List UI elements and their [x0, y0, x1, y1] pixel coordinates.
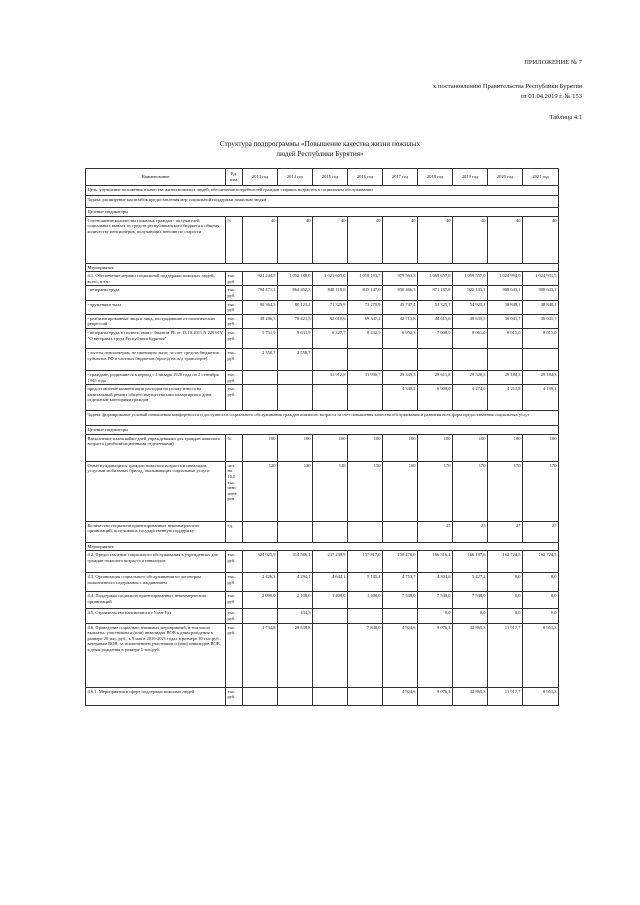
section-row — [86, 426, 559, 435]
value-cell: 27 — [488, 521, 523, 542]
value-cell: 100 — [488, 434, 523, 461]
value-cell: 7 840,0 — [348, 623, 383, 687]
section-row — [86, 542, 559, 551]
table-row — [86, 551, 559, 573]
value-cell: 2 090,0 — [243, 592, 278, 609]
value-cell: 1 400,0 — [313, 592, 348, 609]
column-header: Наименование — [86, 169, 226, 186]
value-cell: 8 015,0 — [523, 328, 559, 348]
value-cell: 40 — [418, 216, 453, 263]
value-cell: 38 848,1 — [523, 300, 559, 314]
value-cell — [348, 521, 383, 542]
value-cell — [313, 687, 348, 705]
value-cell: 162 724,5 — [488, 551, 523, 573]
value-cell — [278, 687, 313, 705]
value-cell: 908 643,1 — [523, 286, 559, 300]
table-row — [86, 592, 559, 609]
indicator-name: 4.4. Поддержка социально ориентированных некоммерческих организаций — [86, 592, 226, 609]
value-cell: 850 466,3 — [383, 286, 418, 300]
value-cell: 4 340,2 — [383, 385, 418, 411]
value-cell: 100 — [418, 434, 453, 461]
section-heading: Цель: улучшение положения и качества жизни пожилых людей, обеспечение потребностей граждан старших возрастов в социальном обслуживании — [86, 186, 559, 196]
value-cell: 0,0 — [523, 609, 559, 623]
decree-date: от 01.04.2019 г. № 153 — [520, 93, 582, 100]
table-row — [86, 272, 559, 286]
value-cell — [488, 348, 523, 370]
indicator-name: Количество социально ориентированных некоммерческих организаций, получивших государственную поддержку — [86, 521, 226, 542]
table-row — [86, 461, 559, 521]
value-cell: 170 — [453, 461, 488, 521]
value-cell: 100 — [453, 434, 488, 461]
value-cell: 0,0 — [488, 592, 523, 609]
unit-cell: тыс. руб. — [226, 328, 243, 348]
value-cell — [243, 385, 278, 411]
value-cell: 11 917,7 — [488, 687, 523, 705]
value-cell: 4 753,7 — [383, 573, 418, 592]
value-cell: 28 538,8 — [278, 623, 313, 687]
value-cell: 8 432,9 — [348, 328, 383, 348]
value-cell: 40 — [383, 216, 418, 263]
table-row — [86, 300, 559, 314]
value-cell: 0,0 — [523, 573, 559, 592]
value-cell — [348, 385, 383, 411]
value-cell: 140 — [313, 461, 348, 521]
table-row — [86, 623, 559, 687]
value-cell: 2 350,7 — [243, 348, 278, 370]
unit-cell: тыс. руб. — [226, 592, 243, 609]
value-cell: 6 327,7 — [313, 328, 348, 348]
unit-cell: тыс. руб. — [226, 385, 243, 411]
value-cell: 9 076,3 — [418, 687, 453, 705]
value-cell — [418, 348, 453, 370]
appendix-label: ПРИЛОЖЕНИЕ № 7 — [524, 59, 582, 66]
value-cell: 0,0 — [488, 573, 523, 592]
document-title-line1: Структура подпрограммы «Повышение качества жизни пожилых — [219, 140, 421, 148]
unit-cell: тыс. руб. — [226, 300, 243, 314]
indicator-name: Охват нуждающихся граждан пожилого возраста и инвалидов услугами мобильных бригад, оказывающих социальные услуги — [86, 461, 226, 521]
column-header: 2017 год — [383, 169, 418, 186]
value-cell: 166 316,4 — [418, 551, 453, 573]
column-header: 2013 год — [243, 169, 278, 186]
value-cell: 922 143,1 — [453, 286, 488, 300]
value-cell: 100 — [278, 434, 313, 461]
unit-cell: ед. — [226, 521, 243, 542]
subprogram-table — [85, 168, 559, 706]
value-cell: 40 — [488, 216, 523, 263]
value-cell: 2 100,0 — [278, 592, 313, 609]
value-cell: 324 925,9 — [243, 551, 278, 573]
section-heading: Мероприятия — [86, 263, 559, 272]
unit-cell: % — [226, 216, 243, 263]
value-cell: 40 — [278, 216, 313, 263]
unit-cell: тыс. руб. — [226, 573, 243, 592]
value-cell: 31 912,8 — [313, 370, 348, 384]
table-row — [86, 434, 559, 461]
value-cell: 42 713,8 — [383, 314, 418, 328]
indicator-name: 4.2. Предоставление социального обслуживания в учреждениях для граждан пожилого возраста и инвалидов — [86, 551, 226, 573]
value-cell: 0,0 — [488, 609, 523, 623]
value-cell — [243, 687, 278, 705]
value-cell: 150 470,0 — [383, 551, 418, 573]
value-cell: 29 184,3 — [488, 370, 523, 384]
value-cell — [313, 609, 348, 623]
value-cell: 28 611,8 — [418, 370, 453, 384]
column-header: 2020 год — [488, 169, 523, 186]
table-row — [86, 216, 559, 263]
value-cell: 7 548,0 — [383, 592, 418, 609]
value-cell: 1 052 188,0 — [278, 272, 313, 286]
indicator-name: - ветераны труда — [86, 286, 226, 300]
value-cell: 4 304,6 — [418, 573, 453, 592]
value-cell: 979 563,3 — [383, 272, 418, 286]
value-cell: 27 — [523, 521, 559, 542]
table-row — [86, 521, 559, 542]
value-cell: 32 865,3 — [453, 687, 488, 705]
value-cell: 2 558,7 — [278, 348, 313, 370]
value-cell: 120 — [243, 461, 278, 521]
value-cell: 434,3 — [278, 609, 313, 623]
value-cell: 314 586,1 — [278, 551, 313, 573]
value-cell — [523, 348, 559, 370]
value-cell: 908 643,1 — [488, 286, 523, 300]
section-heading: Целевые индикаторы — [86, 426, 559, 435]
table-row — [86, 385, 559, 411]
value-cell: 44 615,6 — [418, 314, 453, 328]
value-cell: 1 734,8 — [243, 623, 278, 687]
value-cell: 38 848,1 — [488, 300, 523, 314]
value-cell — [243, 609, 278, 623]
column-header: 2021 год — [523, 169, 559, 186]
value-cell: 69 347,2 — [348, 314, 383, 328]
value-cell: 40 — [348, 216, 383, 263]
value-cell: 4 644,1 — [313, 573, 348, 592]
value-cell — [278, 370, 313, 384]
value-cell: 73 275,9 — [348, 300, 383, 314]
value-cell: 40 — [523, 216, 559, 263]
section-row — [86, 208, 559, 217]
value-cell: 29 345,3 — [383, 370, 418, 384]
value-cell: 162 724,5 — [523, 551, 559, 573]
value-cell: 0,0 — [523, 592, 559, 609]
indicator-name: 4.1. Обеспечение мерами социальной поддержки пожилых людей, всего, в т.ч.: — [86, 272, 226, 286]
value-cell: 170 — [523, 461, 559, 521]
value-cell — [278, 385, 313, 411]
value-cell: 924 244,5 — [243, 272, 278, 286]
value-cell: 6 908,0 — [418, 385, 453, 411]
value-cell: 29 184,3 — [523, 370, 559, 384]
value-cell: 4 274,0 — [453, 385, 488, 411]
value-cell: 71 325,9 — [313, 300, 348, 314]
value-cell: 160 — [383, 461, 418, 521]
value-cell — [278, 521, 313, 542]
table-row — [86, 573, 559, 592]
value-cell: 794 471,1 — [243, 286, 278, 300]
value-cell: 0,0 — [453, 609, 488, 623]
value-cell: 130 — [278, 461, 313, 521]
unit-cell: % — [226, 434, 243, 461]
unit-cell: тыс. руб. — [226, 687, 243, 705]
value-cell: 40 — [243, 216, 278, 263]
value-cell: 54 925,1 — [453, 300, 488, 314]
value-cell: 11 917,7 — [488, 623, 523, 687]
indicator-name: 4.5. Строительство пансионата в г.Улан-Удэ — [86, 609, 226, 623]
unit-cell: тыс. руб. — [226, 551, 243, 573]
column-header: 2018 год — [418, 169, 453, 186]
value-cell: 1 021 605,0 — [313, 272, 348, 286]
unit-cell: тыс. руб. — [226, 286, 243, 300]
value-cell: 5 427,2 — [453, 573, 488, 592]
table-row — [86, 286, 559, 300]
value-cell: 4 211,8 — [488, 385, 523, 411]
unit-cell: тыс. руб. — [226, 348, 243, 370]
table-number: Таблица 4.1 — [549, 114, 582, 121]
value-cell: 5 145,4 — [348, 573, 383, 592]
value-cell: 38 206,3 — [243, 314, 278, 328]
value-cell: 237 230,9 — [313, 551, 348, 573]
value-cell: 40 — [453, 216, 488, 263]
section-row — [86, 186, 559, 196]
value-cell: 80 123,2 — [278, 300, 313, 314]
value-cell: 1 018 193,7 — [348, 272, 383, 286]
value-cell — [313, 623, 348, 687]
value-cell — [453, 348, 488, 370]
value-cell: 31 990,7 — [348, 370, 383, 384]
value-cell — [383, 348, 418, 370]
value-cell: 157 817,0 — [348, 551, 383, 573]
table-row — [86, 370, 559, 384]
value-cell: 1 024 994,0 — [488, 272, 523, 286]
section-heading: Задача: формирование условий повышения комфортности и доступности социального обслуживания граждан пожилого возраста за счет повышения качества обслуживания и развития всех форм предоставления социальных услуг — [86, 411, 559, 426]
value-cell: 100 — [348, 434, 383, 461]
value-cell: 166 197,6 — [453, 551, 488, 573]
value-cell: 29 520,3 — [453, 370, 488, 384]
section-heading: Мероприятия — [86, 542, 559, 551]
value-cell: 8 061,0 — [453, 328, 488, 348]
indicator-name: 4.6.1. Мероприятия в сфере поддержки пожилых людей — [86, 687, 226, 705]
value-cell: 62 010,6 — [313, 314, 348, 328]
value-cell: 100 — [313, 434, 348, 461]
indicator-name: Выполнение плана койко-дней учреждениями для граждан пожилого возраста (реабилитационными отделениями) — [86, 434, 226, 461]
value-cell: 7 008,9 — [418, 328, 453, 348]
unit-cell: чел. на 10,0 тыс. пенс ионе ров — [226, 461, 243, 521]
indicator-name: - граждане, родившиеся в период с 1 января 1928 года по 2 сентября 1945 года — [86, 370, 226, 384]
unit-cell: тыс. руб. — [226, 314, 243, 328]
value-cell: 8 015,0 — [488, 328, 523, 348]
decree-line: к постановлению Правительства Республики Бурятия — [433, 83, 582, 90]
value-cell: 835 147,0 — [348, 286, 383, 300]
value-cell: 100 — [383, 434, 418, 461]
value-cell — [348, 609, 383, 623]
unit-cell: тыс. руб. — [226, 370, 243, 384]
value-cell: 51 325,7 — [418, 300, 453, 314]
table-row — [86, 609, 559, 623]
value-cell: 90 364,5 — [243, 300, 278, 314]
value-cell — [313, 521, 348, 542]
value-cell: 8 951,3 — [523, 687, 559, 705]
column-header: 2014 год — [278, 169, 313, 186]
value-cell: 6 952,3 — [383, 328, 418, 348]
section-row — [86, 196, 559, 208]
value-cell: 1 069 657,8 — [418, 272, 453, 286]
value-cell — [313, 385, 348, 411]
indicator-name: - ветераны труда в соответствии с Законом РБ от 13.10.2011 N 2293-IV "О ветеранах труда Республики Бурятия" — [86, 328, 226, 348]
value-cell: 170 — [488, 461, 523, 521]
document-title-line2: людей Республики Бурятия» — [276, 150, 364, 158]
indicator-name: Соотношение количества пожилых граждан - получателей социальных выплат из средств республиканского бюджета к общему количеству пенсионеров, получающих пенсию по старости — [86, 216, 226, 263]
column-header: 2019 год — [453, 169, 488, 186]
value-cell: 4 199,1 — [523, 385, 559, 411]
column-header: 2015 год — [313, 169, 348, 186]
value-cell: 40 635,5 — [453, 314, 488, 328]
section-row — [86, 263, 559, 272]
table-header-row — [86, 169, 559, 186]
value-cell: 25 — [418, 521, 453, 542]
value-cell: 1 400,0 — [348, 592, 383, 609]
indicator-name: - реабилитированные лица и лица, пострадавшие от политических репрессий — [86, 314, 226, 328]
value-cell: 150 — [348, 461, 383, 521]
value-cell: 36 041,7 — [488, 314, 523, 328]
value-cell: 8 631,9 — [278, 328, 313, 348]
value-cell: 848 118,0 — [313, 286, 348, 300]
value-cell: 45 747,4 — [383, 300, 418, 314]
value-cell — [383, 609, 418, 623]
value-cell: 5 731,9 — [243, 328, 278, 348]
table-row — [86, 687, 559, 705]
section-heading: Целевые индикаторы — [86, 208, 559, 217]
value-cell — [348, 687, 383, 705]
value-cell: 871 187,8 — [418, 286, 453, 300]
unit-cell: тыс. руб. — [226, 609, 243, 623]
value-cell: 2 426,3 — [243, 573, 278, 592]
value-cell: 100 — [243, 434, 278, 461]
value-cell: 7 548,0 — [418, 592, 453, 609]
value-cell: 100 — [523, 434, 559, 461]
value-cell: 4 294,1 — [278, 573, 313, 592]
value-cell — [348, 348, 383, 370]
value-cell: 40 — [313, 216, 348, 263]
value-cell: 4 924,6 — [383, 687, 418, 705]
indicator-name: 4.3. Организация социального обслуживания по договорам пожизненного содержания с иждивением — [86, 573, 226, 592]
section-row — [86, 411, 559, 426]
section-heading: Задача: расширение масштабов предоставления мер социальной поддержки пожилым людям — [86, 196, 559, 208]
value-cell: 1 059 557,0 — [453, 272, 488, 286]
value-cell: 170 — [418, 461, 453, 521]
indicator-name: - труженики тыла — [86, 300, 226, 314]
value-cell — [383, 521, 418, 542]
unit-cell: тыс. руб. — [226, 623, 243, 687]
table-row — [86, 328, 559, 348]
value-cell — [313, 348, 348, 370]
indicator-name: предоставление компенсации расходов на уплату взноса на капитальный ремонт общего имущества многоквартирного дома отдельным категориям граждан — [86, 385, 226, 411]
value-cell: 0,0 — [418, 609, 453, 623]
value-cell: 36 041,7 — [523, 314, 559, 328]
table-row — [86, 348, 559, 370]
value-cell: 70 421,5 — [278, 314, 313, 328]
table-row — [86, 314, 559, 328]
value-cell: 4 924,6 — [383, 623, 418, 687]
value-cell: 7 548,0 — [453, 592, 488, 609]
value-cell: 1 024 931,5 — [523, 272, 559, 286]
indicator-name: - льготы пенсионерам, не имеющим льгот, за счет средств бюджетов субъектов РФ и частных бюджетов (проезд на ж/д транспорте) — [86, 348, 226, 370]
value-cell — [243, 370, 278, 384]
value-cell: 9 076,3 — [418, 623, 453, 687]
value-cell: 864 452,3 — [278, 286, 313, 300]
indicator-name: 4.6. Проведение социально значимых мероприятий, в том числе выплаты: участникам и (или) инвалидам ВОВ к дням рождения в размере 20 тыс. руб., к 9 мая в 2019-2021 годах в размере 10 тыс.руб., ветеранам ВОВ, за исключением участников и (или) инвалидов ВОВ, к дням рождения в размере 5 тыс.руб. — [86, 623, 226, 687]
value-cell: 32 865,3 — [453, 623, 488, 687]
value-cell: 8 951,3 — [523, 623, 559, 687]
column-header: 2016 год — [348, 169, 383, 186]
unit-cell: тыс. руб. — [226, 272, 243, 286]
value-cell: 25 — [453, 521, 488, 542]
value-cell — [243, 521, 278, 542]
column-header: Ед. изм. — [226, 169, 243, 186]
